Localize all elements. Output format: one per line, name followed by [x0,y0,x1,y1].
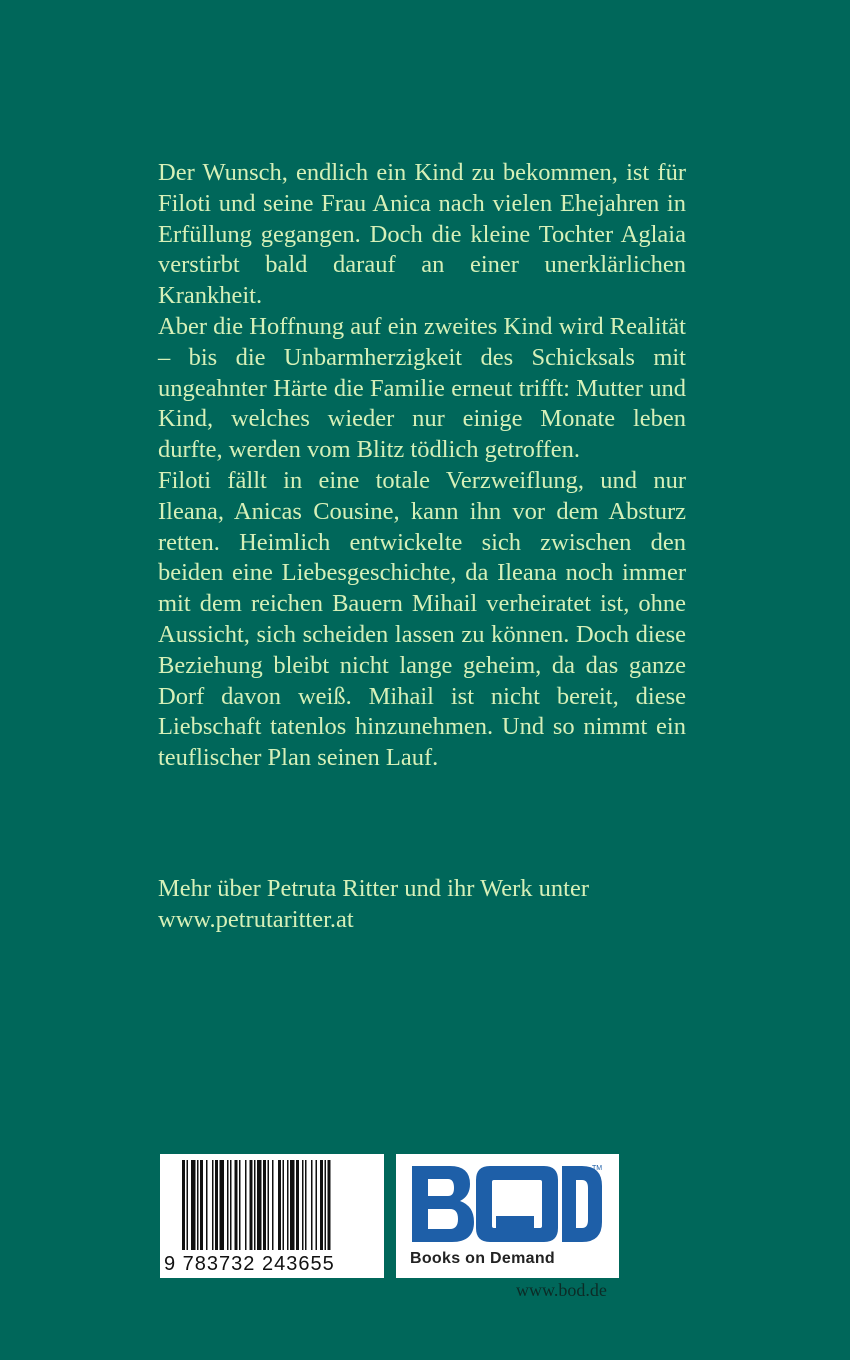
author-info-text: Mehr über Petruta Ritter und ihr Werk unter [158,875,589,902]
publisher-tagline: Books on Demand [410,1250,555,1267]
author-website: www.petrutaritter.at [158,906,354,933]
author-info [158,873,718,935]
blurb-paragraph: Aber die Hoffnung auf ein zweites Kind wird Realität – bis die Unbarmherzigkeit des Schicksals mit ungeahnter Härte die Familie erneut trifft: Mutter und Kind, welches wieder nur einige Monate leben durfte, werden vom Blitz tödlich getroffen. [158,312,686,464]
barcode-icon [182,1160,378,1250]
back-cover-blurb [158,158,686,774]
publisher-url: www.bod.de [516,1280,607,1300]
trademark-label: TM [592,1165,603,1172]
isbn-number: 9 783732 243655 [164,1253,335,1275]
bod-logo-icon [406,1162,606,1247]
barcode [160,1154,384,1278]
blurb-paragraph: Filoti fällt in eine totale Verzweiflung, und nur Ileana, Anicas Cousine, kann ihn vor dem Absturz retten. Heimlich entwickelte sich zwischen den beiden eine Liebesgeschichte, da Ileana noch immer mit dem reichen Bauern Mihail verheiratet ist, ohne Aussicht, sich scheiden lassen zu können. Doch diese Beziehung bleibt nicht lange geheim, da das ganze Dorf davon weiß. Mihail ist nicht bereit, diese Liebschaft tatenlos hinzunehmen. Und so nimmt ein teuflischer Plan seinen Lauf. [158,466,686,772]
blurb-paragraph: Der Wunsch, endlich ein Kind zu bekommen, ist für Filoti und seine Frau Anica nach vielen Ehejahren in Erfüllung gegangen. Doch die kleine Tochter Aglaia verstirbt bald darauf an einer unerklärlichen Krankheit. [158,159,686,310]
publisher-logo [396,1154,619,1278]
